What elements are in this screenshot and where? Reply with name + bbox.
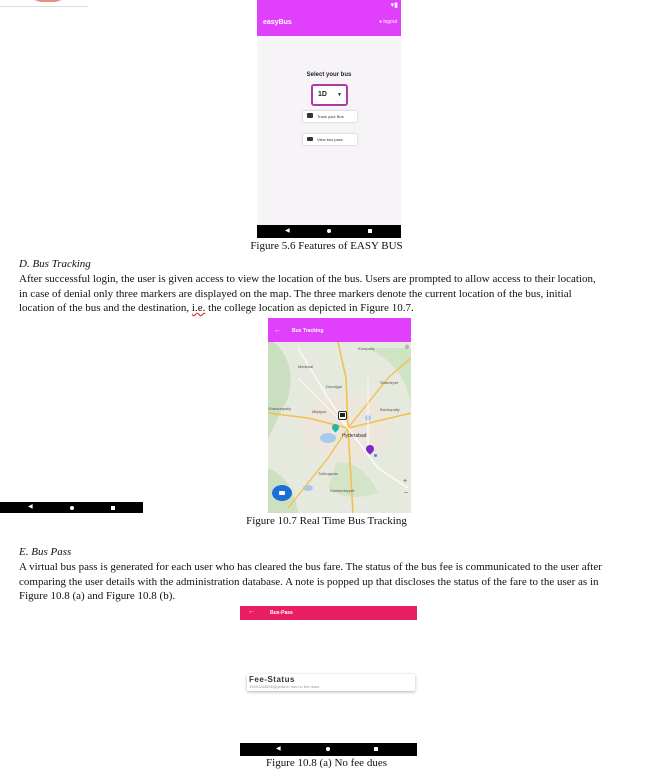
figure-caption-5-6: Figure 5.6 Features of EASY BUS bbox=[250, 240, 403, 252]
card-icon bbox=[307, 137, 313, 141]
map-place-label: Kompally bbox=[358, 346, 375, 351]
text-run: location of the bus and the destination, bbox=[19, 302, 192, 314]
selected-bus-value: 1D bbox=[318, 91, 327, 98]
track-bus-label: Track your Bus bbox=[317, 114, 344, 119]
map-place-label: Miyapur bbox=[312, 409, 327, 414]
nav-back-icon[interactable]: ◀ bbox=[276, 746, 281, 752]
paragraph-line: After successful login, the user is given access to view the location of the bus. Users are prompted to allow access to their location, bbox=[19, 273, 596, 285]
zoom-in-button[interactable]: + bbox=[403, 478, 408, 485]
app-bar bbox=[268, 324, 411, 342]
nav-back-icon[interactable]: ◀ bbox=[285, 228, 290, 234]
figure-easybus-home-screenshot bbox=[257, 0, 401, 238]
paragraph-line: in case of denial only three markers are displayed on the map. The three markers denote the current location of the bus, initial bbox=[19, 287, 572, 300]
figure-bus-pass-screenshot bbox=[240, 606, 417, 756]
bus-marker-icon[interactable] bbox=[338, 411, 347, 420]
paragraph-line: A virtual bus pass is generated for each user who has cleared the bus fare. The status of the bus fee is communicated to the user after bbox=[19, 561, 602, 573]
signal-battery-icon: ▾▮ bbox=[390, 2, 398, 9]
paragraph-line: comparing the user details with the administration database. A note is popped up that discloses the status of the fare to the user as in bbox=[19, 575, 599, 588]
page-edge-line bbox=[0, 6, 88, 7]
figure-caption-10-8a: Figure 10.8 (a) No fee dues bbox=[266, 757, 387, 769]
status-bar bbox=[257, 0, 401, 12]
nav-back-icon[interactable]: ◀ bbox=[28, 504, 33, 510]
paragraph-bus-pass bbox=[19, 560, 639, 604]
dialog-title: Fee-Status bbox=[249, 675, 295, 684]
nav-recents-icon[interactable] bbox=[368, 229, 372, 233]
map-place-label: Medchal bbox=[298, 364, 314, 369]
figure-bus-tracking-map-screenshot bbox=[268, 318, 411, 513]
map-place-label: Shankarpally bbox=[268, 406, 292, 411]
bus-select-dropdown[interactable] bbox=[311, 84, 348, 106]
nav-home-icon[interactable] bbox=[70, 506, 74, 510]
android-nav-bar bbox=[240, 743, 417, 756]
floating-action-button[interactable] bbox=[272, 485, 292, 501]
nav-home-icon[interactable] bbox=[326, 747, 330, 751]
map-place-label: Tukkuguda bbox=[318, 471, 338, 476]
android-nav-bar bbox=[257, 225, 401, 238]
paragraph-line bbox=[19, 301, 639, 316]
fee-status-dialog bbox=[247, 674, 415, 691]
map-place-label: Kistareddypet bbox=[330, 488, 355, 493]
nav-recents-icon[interactable] bbox=[374, 747, 378, 751]
back-arrow-icon[interactable]: ← bbox=[274, 327, 281, 334]
text-run-ie: i.e. bbox=[191, 302, 206, 314]
nav-recents-icon[interactable] bbox=[111, 506, 115, 510]
section-heading-bus-tracking: D. Bus Tracking bbox=[19, 258, 91, 270]
view-pass-label: View bus pass bbox=[317, 137, 343, 142]
paragraph-bus-tracking bbox=[19, 272, 639, 316]
map-place-label: Bachupally bbox=[380, 407, 400, 412]
gps-icon[interactable]: ◎ bbox=[405, 344, 410, 350]
track-bus-button[interactable] bbox=[303, 111, 357, 122]
user-icon: ● bbox=[378, 19, 382, 25]
app-bar bbox=[240, 606, 417, 620]
my-location-dot-icon bbox=[374, 454, 377, 457]
view-pass-button[interactable] bbox=[303, 134, 357, 145]
card-icon bbox=[279, 491, 285, 495]
bus-icon bbox=[307, 113, 313, 118]
text-run: the college location as depicted in Figure 10.7. bbox=[205, 302, 414, 314]
nav-home-icon[interactable] bbox=[327, 229, 331, 233]
back-arrow-icon[interactable]: ← bbox=[248, 608, 255, 615]
figure-caption-10-7: Figure 10.7 Real Time Bus Tracking bbox=[246, 515, 407, 527]
logo-fragment bbox=[28, 0, 68, 2]
screen-title: Bus-Pass bbox=[270, 610, 293, 616]
map-place-label: Hyderabad bbox=[342, 433, 367, 439]
zoom-out-button[interactable]: − bbox=[404, 490, 409, 497]
select-bus-label: Select your bus bbox=[306, 72, 352, 78]
chevron-down-icon: ▼ bbox=[337, 92, 342, 98]
map-place-label: Shamirpet bbox=[380, 380, 399, 385]
logout-button[interactable] bbox=[379, 19, 397, 25]
paragraph-line: Figure 10.8 (a) and Figure 10.8 (b). bbox=[19, 590, 176, 602]
logout-label: logout bbox=[383, 19, 397, 25]
screen-title: Bus Tracking bbox=[292, 328, 324, 334]
app-title: easyBus bbox=[263, 19, 292, 26]
map-place-label: Dundigal bbox=[326, 384, 342, 389]
dialog-message: 19251A05D4@gcrta.in has no fee dues. bbox=[249, 684, 321, 689]
section-heading-bus-pass: E. Bus Pass bbox=[19, 546, 72, 558]
android-nav-bar bbox=[0, 502, 143, 513]
